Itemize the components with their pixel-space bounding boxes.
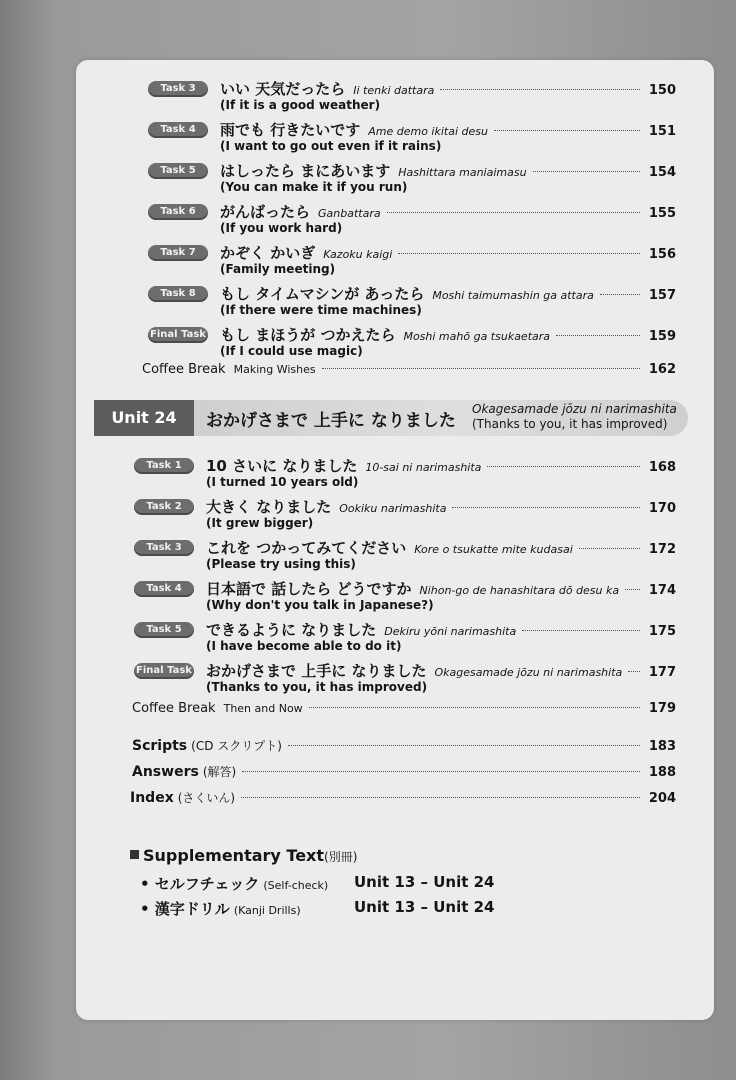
- unit-title-jp: おかげさまで 上手に なりました: [206, 411, 456, 431]
- task-title-row: [206, 455, 676, 477]
- task-title-romaji: Ii tenki dattara: [353, 84, 435, 97]
- self-check-range: Unit 13 – Unit 24: [354, 873, 495, 891]
- supplementary-heading: Supplementary Text(別冊): [130, 846, 357, 865]
- dot-leader: [494, 130, 640, 131]
- page-number: 172: [648, 542, 676, 557]
- task-title-en: (Please try using this): [206, 557, 356, 571]
- task-title-row: [220, 160, 676, 182]
- task-title-en: (If I could use magic): [220, 344, 363, 358]
- kanji-drills-range: Unit 13 – Unit 24: [354, 898, 495, 916]
- task-title-jp: いい 天気だったら: [220, 80, 346, 98]
- task-title-en: (Thanks to you, it has improved): [206, 680, 428, 694]
- task-title-jp: 雨でも 行きたいです: [220, 121, 361, 139]
- page-number: 156: [648, 247, 676, 262]
- kanji-drills-item[interactable]: • 漢字ドリル (Kanji Drills): [140, 900, 301, 918]
- task-title-row: [206, 619, 676, 641]
- page-number: 168: [648, 460, 676, 475]
- task-title-jp: 日本語で 話したら どうですか: [206, 580, 412, 598]
- dot-leader: [241, 797, 640, 798]
- task-title-en: (Why don't you talk in Japanese?): [206, 598, 434, 612]
- coffee-break-unit24[interactable]: [132, 701, 676, 723]
- dot-leader: [288, 745, 640, 746]
- page-number: 177: [648, 665, 676, 680]
- page-number: 157: [648, 288, 676, 303]
- page-number: 150: [648, 83, 676, 98]
- task-title-row: [220, 78, 676, 100]
- task-title-en: (If you work hard): [220, 221, 343, 235]
- task-title-romaji: Okagesamade jōzu ni narimashita: [434, 666, 623, 679]
- task-title-romaji: Moshi mahō ga tsukaetara: [403, 330, 551, 343]
- task-badge: Task 5: [148, 163, 208, 179]
- dot-leader: [322, 368, 640, 369]
- page-number: 174: [648, 583, 676, 598]
- task-badge: Final Task: [134, 663, 194, 679]
- unit24-header: [94, 400, 688, 436]
- task-badge: Task 4: [134, 581, 194, 597]
- page-number: 175: [648, 624, 676, 639]
- task-title-romaji: 10-sai ni narimashita: [365, 461, 482, 474]
- task-title-en: (It grew bigger): [206, 516, 314, 530]
- scripts-entry[interactable]: Scripts (CD スクリプト) 183: [132, 738, 676, 754]
- square-bullet-icon: [130, 850, 139, 859]
- dot-leader: [452, 507, 640, 508]
- task-title-en: (You can make it if you run): [220, 180, 408, 194]
- task-title-romaji: Hashittara maniaimasu: [398, 166, 527, 179]
- page-number: 162: [648, 362, 676, 377]
- task-title-en: (I turned 10 years old): [206, 475, 359, 489]
- task-badge: Task 4: [148, 122, 208, 138]
- task-title-jp: 大きく なりました: [206, 498, 332, 516]
- coffee-break-label: Coffee Break Making Wishes: [142, 362, 316, 377]
- task-title-jp: はしったら まにあいます: [220, 162, 391, 180]
- page-number: 188: [648, 765, 676, 780]
- dot-leader: [242, 771, 640, 772]
- dot-leader: [487, 466, 640, 467]
- unit-label: Unit 24: [94, 400, 194, 436]
- task-title-romaji: Ookiku narimashita: [339, 502, 447, 515]
- dot-leader: [398, 253, 640, 254]
- dot-leader: [440, 89, 640, 90]
- task-title-jp: これを つかってみてください: [206, 539, 407, 557]
- task-badge: Task 7: [148, 245, 208, 261]
- coffee-break-label: Coffee Break Then and Now: [132, 701, 303, 716]
- dot-leader: [628, 671, 640, 672]
- task-title-en: (I want to go out even if it rains): [220, 139, 442, 153]
- task-title-row: [206, 660, 676, 682]
- task-title-jp: 10 さいに なりました: [206, 457, 358, 475]
- unit-title-romaji: Okagesamade jōzu ni narimashita: [472, 402, 677, 416]
- dot-leader: [600, 294, 640, 295]
- task-title-jp: もし タイムマシンが あったら: [220, 285, 425, 303]
- task-title-row: [220, 324, 676, 346]
- task-title-row: [220, 242, 676, 264]
- task-title-romaji: Kore o tsukatte mite kudasai: [414, 543, 573, 556]
- page-number: 151: [648, 124, 676, 139]
- task-badge: Task 1: [134, 458, 194, 474]
- task-title-romaji: Nihon-go de hanashitara dō desu ka: [419, 584, 620, 597]
- unit-title-en: (Thanks to you, it has improved): [472, 417, 668, 431]
- index-entry[interactable]: Index (さくいん) 204: [130, 790, 676, 806]
- task-title-jp: もし まほうが つかえたら: [220, 326, 396, 344]
- task-title-row: [206, 496, 676, 518]
- task-title-row: [206, 537, 676, 559]
- task-badge: Task 2: [134, 499, 194, 515]
- dot-leader: [522, 630, 640, 631]
- dot-leader: [625, 589, 640, 590]
- task-badge: Task 5: [134, 622, 194, 638]
- answers-entry[interactable]: Answers (解答) 188: [132, 764, 676, 780]
- task-title-jp: がんばったら: [220, 203, 311, 221]
- task-title-jp: かぞく かいぎ: [220, 244, 316, 262]
- coffee-break-unit23[interactable]: [142, 362, 676, 384]
- task-title-en: (I have become able to do it): [206, 639, 402, 653]
- task-badge: Task 8: [148, 286, 208, 302]
- self-check-item[interactable]: • セルフチェック (Self-check): [140, 875, 329, 893]
- task-badge: Task 3: [148, 81, 208, 97]
- task-title-romaji: Ame demo ikitai desu: [368, 125, 488, 138]
- task-title-row: [220, 283, 676, 305]
- task-title-romaji: Ganbattara: [318, 207, 381, 220]
- task-badge: Task 3: [134, 540, 194, 556]
- task-title-jp: できるように なりました: [206, 621, 377, 639]
- task-title-romaji: Moshi taimumashin ga attara: [432, 289, 594, 302]
- task-title-row: [220, 119, 676, 141]
- task-title-row: [220, 201, 676, 223]
- task-badge: Task 6: [148, 204, 208, 220]
- dot-leader: [579, 548, 640, 549]
- dot-leader: [387, 212, 640, 213]
- task-title-en: (Family meeting): [220, 262, 336, 276]
- page-number: 159: [648, 329, 676, 344]
- dot-leader: [533, 171, 640, 172]
- page-number: 204: [648, 791, 676, 806]
- task-title-en: (If there were time machines): [220, 303, 422, 317]
- task-title-row: [206, 578, 676, 600]
- task-badge: Final Task: [148, 327, 208, 343]
- page-number: 183: [648, 739, 676, 754]
- task-title-romaji: Dekiru yōni narimashita: [384, 625, 517, 638]
- page-number: 170: [648, 501, 676, 516]
- page-number: 155: [648, 206, 676, 221]
- task-title-jp: おかげさまで 上手に なりました: [206, 662, 427, 680]
- page-number: 179: [648, 701, 676, 716]
- dot-leader: [309, 707, 640, 708]
- task-title-romaji: Kazoku kaigi: [323, 248, 393, 261]
- dot-leader: [556, 335, 640, 336]
- task-title-en: (If it is a good weather): [220, 98, 381, 112]
- page-number: 154: [648, 165, 676, 180]
